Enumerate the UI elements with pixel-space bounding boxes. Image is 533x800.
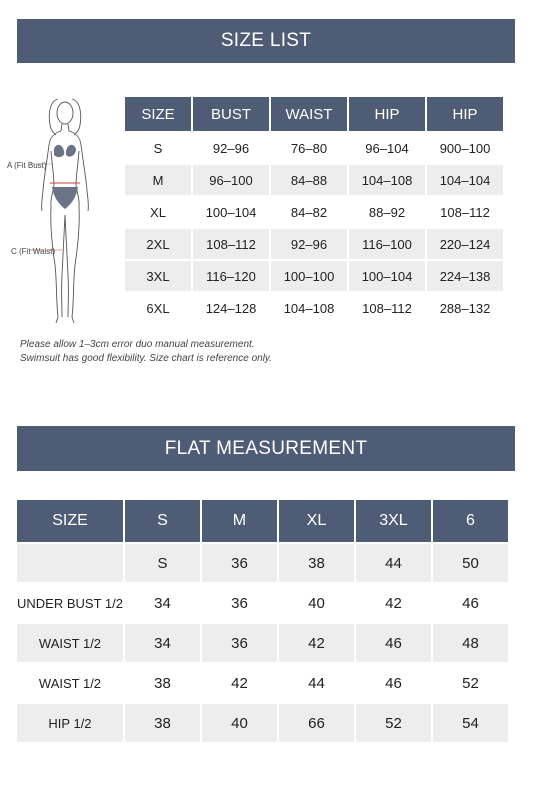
table-cell: 36 xyxy=(202,584,277,622)
table-cell: 92–96 xyxy=(193,133,269,163)
table-cell: 76–80 xyxy=(271,133,347,163)
table-cell: 52 xyxy=(356,704,431,742)
flat-measurement-banner xyxy=(17,426,515,471)
table-cell: 88–92 xyxy=(349,197,425,227)
flat-measurement-title: FLAT MEASUREMENT xyxy=(164,437,368,459)
table-cell: 36 xyxy=(202,624,277,662)
row-label xyxy=(17,544,123,582)
table-cell: M xyxy=(125,165,191,195)
table-row xyxy=(125,197,503,227)
flat-measurement-table xyxy=(15,498,510,744)
table-cell: 108–112 xyxy=(193,229,269,259)
table-cell: 104–108 xyxy=(349,165,425,195)
table-cell: 100–104 xyxy=(193,197,269,227)
table-cell: 38 xyxy=(279,544,354,582)
fit-bust-label: A (Fit Bust) xyxy=(7,161,47,170)
table-cell: 42 xyxy=(356,584,431,622)
table-row xyxy=(17,544,508,582)
table-cell: 38 xyxy=(125,704,200,742)
flat-header-col: M xyxy=(202,500,277,542)
table-cell: 96–104 xyxy=(349,133,425,163)
flat-header-size: SIZE xyxy=(17,500,123,542)
table-cell: 108–112 xyxy=(349,293,425,323)
row-label: UNDER BUST 1/2 xyxy=(17,584,123,622)
table-row xyxy=(17,664,508,702)
flat-table-header-row xyxy=(17,500,508,542)
table-cell: 44 xyxy=(279,664,354,702)
table-cell: 108–112 xyxy=(427,197,503,227)
table-row xyxy=(17,584,508,622)
table-row xyxy=(125,293,503,323)
size-list-banner xyxy=(17,19,515,63)
table-cell: 3XL xyxy=(125,261,191,291)
table-cell: 52 xyxy=(433,664,508,702)
table-cell: 104–108 xyxy=(271,293,347,323)
size-header-hip-2: HIP xyxy=(427,97,503,131)
table-row xyxy=(17,624,508,662)
row-label: WAIST 1/2 xyxy=(17,624,123,662)
measurement-note: Please allow 1–3cm error duo manual measurement. xyxy=(20,339,255,350)
table-cell: 44 xyxy=(356,544,431,582)
table-cell: 66 xyxy=(279,704,354,742)
table-cell: 50 xyxy=(433,544,508,582)
size-header-waist: WAIST xyxy=(271,97,347,131)
table-row xyxy=(17,704,508,742)
table-cell: 84–88 xyxy=(271,165,347,195)
table-cell: 36 xyxy=(202,544,277,582)
flat-header-col: 3XL xyxy=(356,500,431,542)
table-cell: S xyxy=(125,133,191,163)
table-cell: 116–100 xyxy=(349,229,425,259)
table-cell: 42 xyxy=(279,624,354,662)
table-cell: 46 xyxy=(356,664,431,702)
size-table-header-row xyxy=(125,97,503,131)
table-cell: 42 xyxy=(202,664,277,702)
size-header-bust: BUST xyxy=(193,97,269,131)
table-cell: 104–104 xyxy=(427,165,503,195)
table-cell: 224–138 xyxy=(427,261,503,291)
table-cell: 124–128 xyxy=(193,293,269,323)
table-cell: 34 xyxy=(125,624,200,662)
table-cell: 220–124 xyxy=(427,229,503,259)
table-cell: 288–132 xyxy=(427,293,503,323)
table-cell: 900–100 xyxy=(427,133,503,163)
table-cell: 40 xyxy=(279,584,354,622)
table-cell: 6XL xyxy=(125,293,191,323)
table-cell: 100–104 xyxy=(349,261,425,291)
table-cell: 84–82 xyxy=(271,197,347,227)
flat-header-col: 6 xyxy=(433,500,508,542)
fit-waist-label: C (Fit Waist) xyxy=(11,247,56,256)
flat-header-col: XL xyxy=(279,500,354,542)
table-cell: 54 xyxy=(433,704,508,742)
size-list-table xyxy=(123,95,505,325)
body-figure-illustration xyxy=(30,95,100,330)
table-cell: 48 xyxy=(433,624,508,662)
table-cell: 116–120 xyxy=(193,261,269,291)
table-cell: 38 xyxy=(125,664,200,702)
size-header-hip: HIP xyxy=(349,97,425,131)
table-cell: 40 xyxy=(202,704,277,742)
table-cell: XL xyxy=(125,197,191,227)
table-cell: 34 xyxy=(125,584,200,622)
table-cell: S xyxy=(125,544,200,582)
table-cell: 92–96 xyxy=(271,229,347,259)
table-row xyxy=(125,261,503,291)
row-label: WAIST 1/2 xyxy=(17,664,123,702)
flexibility-note: Swimsuit has good flexibility. Size chart is reference only. xyxy=(20,353,272,364)
flat-header-col: S xyxy=(125,500,200,542)
table-cell: 46 xyxy=(433,584,508,622)
table-row xyxy=(125,133,503,163)
table-cell: 46 xyxy=(356,624,431,662)
table-cell: 2XL xyxy=(125,229,191,259)
table-cell: 100–100 xyxy=(271,261,347,291)
size-list-title: SIZE LIST xyxy=(220,30,312,51)
size-header-size: SIZE xyxy=(125,97,191,131)
row-label: HIP 1/2 xyxy=(17,704,123,742)
table-cell: 96–100 xyxy=(193,165,269,195)
table-row xyxy=(125,165,503,195)
table-row xyxy=(125,229,503,259)
